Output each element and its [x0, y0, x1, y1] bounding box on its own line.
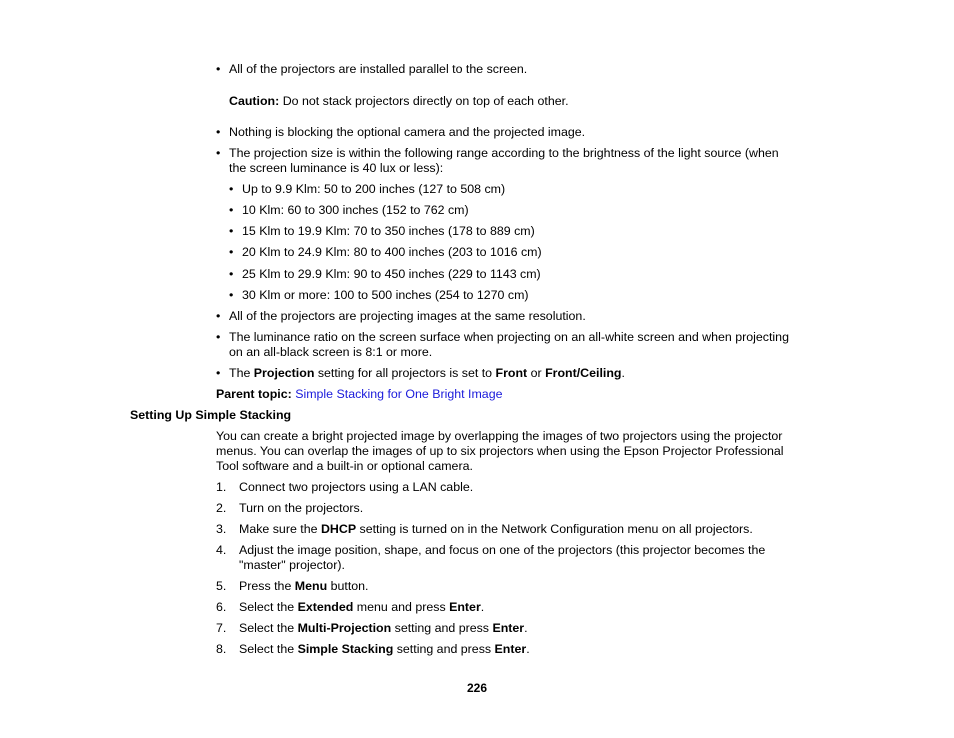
step-text: Turn on the projectors. [239, 501, 364, 515]
sub-bullet-text: 15 Klm to 19.9 Klm: 70 to 350 inches (178 to 889 cm) [242, 224, 535, 238]
sub-bullet-text: 30 Klm or more: 100 to 500 inches (254 to 1270 cm) [242, 288, 529, 302]
text-run: Select the [239, 621, 298, 635]
bullet-glyph: • [216, 62, 221, 76]
sub-bullet-glyph: • [229, 182, 234, 196]
ui-term: Multi-Projection [297, 621, 392, 635]
caution-text: Do not stack projectors directly on top of each other. [279, 94, 569, 108]
bullet-text-cont: on an all-black screen is 8:1 or more. [229, 345, 433, 359]
text-run: . [526, 642, 530, 656]
caution-label: Caution: [229, 94, 280, 108]
sub-bullet-text: 20 Klm to 24.9 Klm: 80 to 400 inches (203 to 1016 cm) [242, 245, 542, 259]
text-run: Make sure the [239, 522, 321, 536]
text-run: Press the [239, 579, 295, 593]
bullet-text-cont: the screen luminance is 40 lux or less): [229, 161, 444, 175]
ui-term: Enter [449, 600, 481, 614]
text-run: Select the [239, 600, 298, 614]
bullet-text: All of the projectors are projecting images at the same resolution. [229, 309, 586, 323]
parent-topic-label: Parent topic: [216, 387, 292, 401]
ui-term: Simple Stacking [297, 642, 394, 656]
text-run: menu and press [353, 600, 450, 614]
ui-term: Front [495, 366, 528, 380]
ui-term: DHCP [320, 522, 357, 536]
ui-term: Front/Ceiling [545, 366, 622, 380]
step-text [239, 621, 528, 636]
text-run: setting for all projectors is set to [314, 366, 496, 380]
text-run: The [229, 366, 254, 380]
sub-bullet-text: Up to 9.9 Klm: 50 to 200 inches (127 to 508 cm) [242, 182, 506, 196]
sub-bullet-glyph: • [229, 288, 234, 302]
ui-term: Menu [294, 579, 328, 593]
parent-topic-link[interactable]: Simple Stacking for One Bright Image [295, 387, 503, 401]
caution-note [229, 94, 569, 109]
sub-bullet-text: 25 Klm to 29.9 Klm: 90 to 450 inches (229 to 1143 cm) [242, 267, 541, 281]
step-number: 1. [216, 480, 227, 494]
step-text [239, 579, 369, 594]
ui-term: Enter [494, 642, 527, 656]
step-text [239, 642, 530, 657]
bullet-text: The luminance ratio on the screen surface when projecting on an all-white screen and when projecting [229, 330, 789, 344]
step-text [239, 600, 484, 615]
ui-term: Projection [253, 366, 315, 380]
step-number: 7. [216, 621, 227, 635]
ui-term: Enter [492, 621, 525, 635]
sub-bullet-glyph: • [229, 267, 234, 281]
step-number: 6. [216, 600, 227, 614]
section-heading: Setting Up Simple Stacking [130, 408, 292, 422]
sub-bullet-glyph: • [229, 245, 234, 259]
bullet-glyph: • [216, 146, 221, 160]
bullet-text: All of the projectors are installed parallel to the screen. [229, 62, 528, 76]
step-text [239, 522, 753, 537]
sub-bullet-glyph: • [229, 203, 234, 217]
text-run: setting is turned on in the Network Configuration menu on all projectors. [356, 522, 753, 536]
text-run: . [480, 600, 485, 614]
paragraph-line: Tool software and a built-in or optional camera. [216, 459, 473, 473]
step-number: 3. [216, 522, 227, 536]
sub-bullet-text: 10 Klm: 60 to 300 inches (152 to 762 cm) [242, 203, 469, 217]
text-run: . [621, 366, 625, 380]
text-run: or [527, 366, 546, 380]
step-text: Connect two projectors using a LAN cable. [239, 480, 474, 494]
bullet-text: Nothing is blocking the optional camera and the projected image. [229, 125, 586, 139]
paragraph-line: menus. You can overlap the images of up to six projectors when using the Epson Projector Professional [216, 444, 784, 458]
bullet-glyph: • [216, 309, 221, 323]
step-text: Adjust the image position, shape, and focus on one of the projectors (this projector becomes the [239, 543, 766, 557]
text-run: Select the [239, 642, 298, 656]
step-number: 2. [216, 501, 227, 515]
step-text-cont: "master" projector). [239, 558, 345, 572]
text-run: setting and press [391, 621, 493, 635]
bullet-glyph: • [216, 125, 221, 139]
text-run: . [524, 621, 528, 635]
paragraph-line: You can create a bright projected image by overlapping the images of two projectors using the projector [216, 429, 783, 443]
bullet-glyph: • [216, 330, 221, 344]
bullet-glyph: • [216, 366, 221, 380]
text-run: button. [327, 579, 369, 593]
step-number: 4. [216, 543, 227, 557]
ui-term: Extended [297, 600, 354, 614]
bullet-text [229, 366, 625, 381]
text-run: setting and press [393, 642, 495, 656]
bullet-text: The projection size is within the following range according to the brightness of the light source (when [229, 146, 779, 160]
page-number: 226 [466, 681, 488, 695]
step-number: 5. [216, 579, 227, 593]
parent-topic [216, 387, 502, 402]
sub-bullet-glyph: • [229, 224, 234, 238]
step-number: 8. [216, 642, 227, 656]
